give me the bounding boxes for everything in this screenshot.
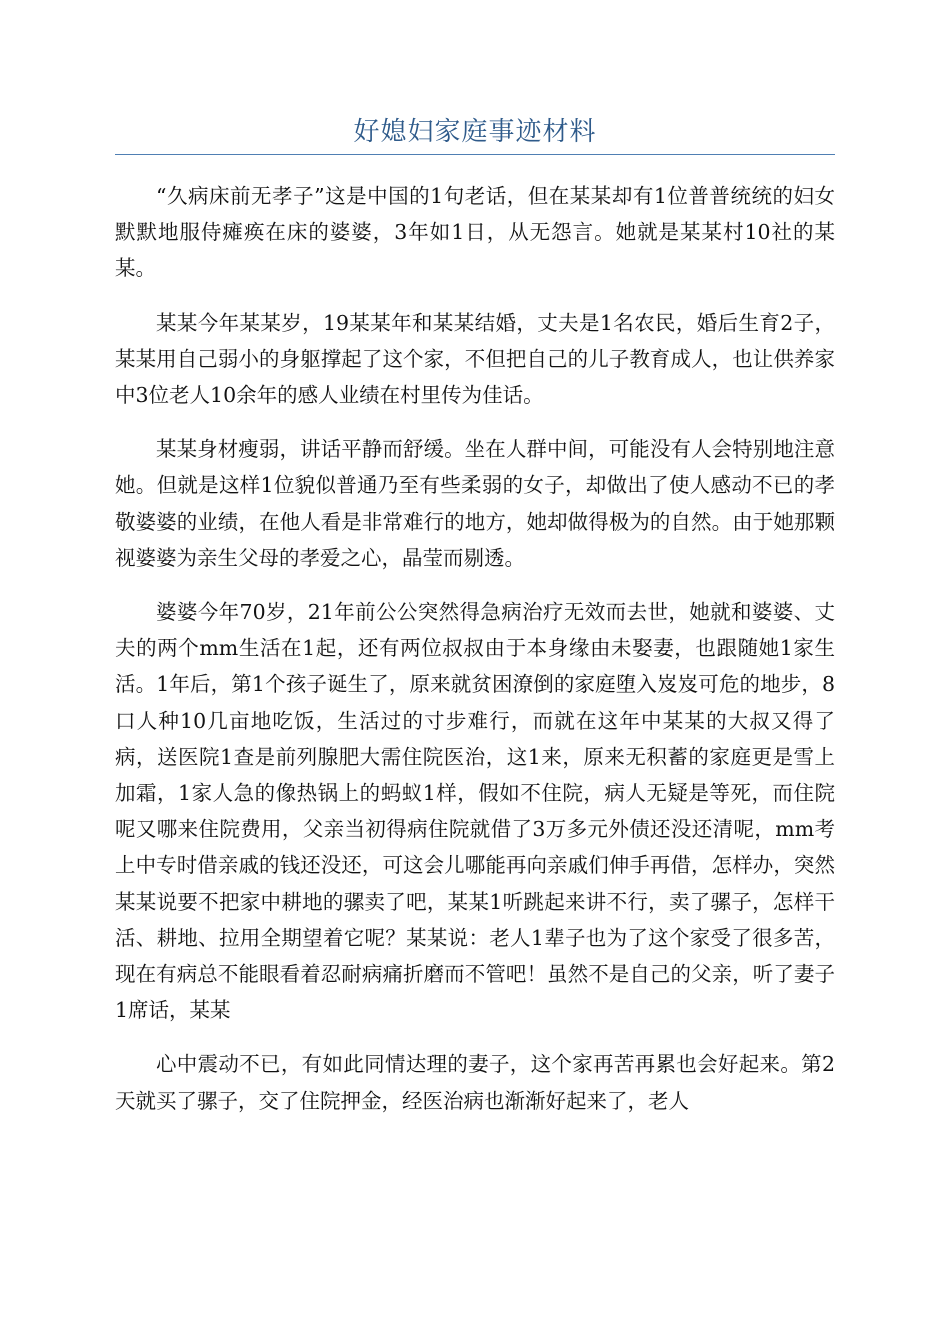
paragraph-2: 某某今年某某岁，19某某年和某某结婚，丈夫是1名农民，婚后生育2子，某某用自己弱小的身躯撑起了这个家，不但把自己的儿子教育成人，也让供养家中3位老人10余年的感人业绩在村里传为佳话。 <box>115 310 835 408</box>
title-divider <box>115 154 835 155</box>
document-body <box>115 178 835 1133</box>
paragraph-5: 心中震动不已，有如此同情达理的妻子，这个家再苦再累也会好起来。第2天就买了骡子，交了住院押金，经医治病也渐渐好起来了，老人 <box>115 1052 835 1113</box>
paragraph-1: “久病床前无孝子”这是中国的1句老话，但在某某却有1位普普统统的妇女默默地服侍瘫痪在床的婆婆，3年如1日，从无怨言。她就是某某村10社的某某。 <box>115 184 835 281</box>
paragraph-3: 某某身材瘦弱，讲话平静而舒缓。坐在人群中间，可能没有人会特别地注意她。但就是这样1位貌似普通乃至有些柔弱的女子，却做出了使人感动不已的孝敬婆婆的业绩，在他人看是非常难行的地方，她却做得极为的自然。由于她那颗视婆婆为亲生父母的孝爱之心，晶莹而剔透。 <box>115 437 835 570</box>
document-title: 好媳妇家庭事迹材料 <box>353 117 597 147</box>
paragraph-4: 婆婆今年70岁，21年前公公突然得急病治疗无效而去世，她就和婆婆、丈夫的两个mm生活在1起，还有两位叔叔由于本身缘由未娶妻，也跟随她1家生活。1年后，第1个孩子诞生了，原来就贫困潦倒的家庭堕入岌岌可危的地步，8口人种10几亩地吃饭，生活过的寸步难行，而就在这年中某某的大叔又得了病，送医院1查是前列腺肥大需住院医治，这1来，原来无积蓄的家庭更是雪上加霜，1家人急的像热锅上的蚂蚁1样，假如不住院，病人无疑是等死，而住院呢又哪来住院费用，父亲当初得病住院就借了3万多元外债还没还清呢，mm考上中专时借亲戚的钱还没还，可这会儿哪能再向亲戚们伸手再借，怎样办，突然某某说要不把家中耕地的骡卖了吧，某某1听跳起来讲不行，卖了骡子，怎样干活、耕地、拉用全期望着它呢？某某说：老人1辈子也为了这个家受了很多苦，现在有病总不能眼看着忍耐病痛折磨而不管吧！虽然不是自己的父亲，听了妻子1席话，某某 <box>115 600 835 1023</box>
